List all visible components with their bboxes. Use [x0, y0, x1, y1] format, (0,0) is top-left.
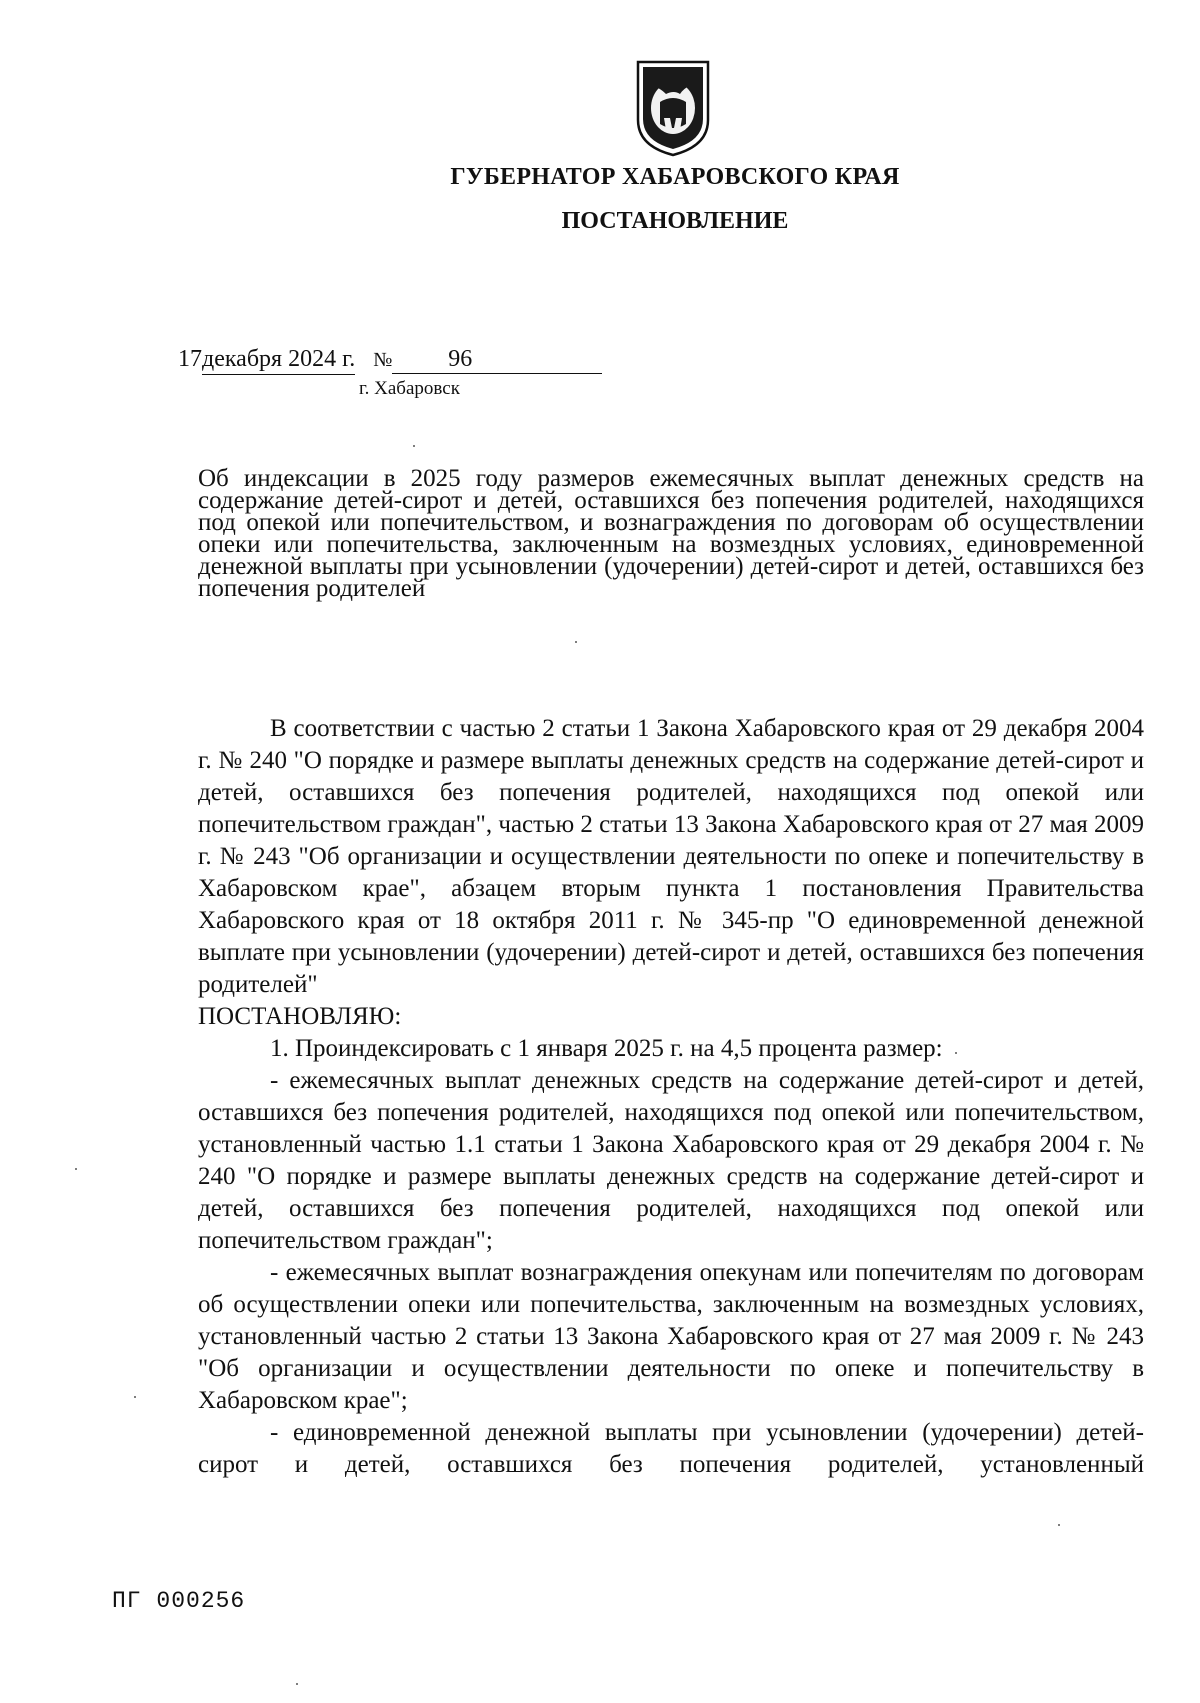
form-number: ПГ 000256: [112, 1588, 246, 1614]
scan-speck: [134, 1396, 136, 1398]
decree-word: ПОСТАНОВЛЯЮ:: [198, 1003, 402, 1030]
number-sign: №: [373, 349, 393, 371]
scan-speck: [296, 1683, 298, 1685]
item-1-bullet-2: - ежемесячных выплат вознаграждения опекунам или попечителям по договорам об осуществлении опеки или попечительства, заключенным на возмездных условиях, установленный частью 2 статьи 13 Закона Хабаровского края от 27 мая 2009 г. № 243 "Об организации и осуществлении деятельности по опеке и попечительству в Хабаровском крае";: [198, 1259, 1144, 1414]
item-1: 1. Проиндексировать с 1 января 2025 г. на 4,5 процента размер:: [270, 1035, 943, 1062]
scan-speck: [1058, 1524, 1060, 1526]
document-type: ПОСТАНОВЛЕНИЕ: [561, 208, 789, 234]
item-1-bullet-3: - единовременной денежной выплаты при усыновлении (удочерении) детей-сирот и детей, оставшихся без попечения родителей, установленный: [198, 1419, 1144, 1478]
issuing-authority: ГУБЕРНАТОР ХАБАРОВСКОГО КРАЯ: [450, 164, 900, 190]
document-subject: Об индексации в 2025 году размеров ежемесячных выплат денежных средств на содержание детей-сирот и детей, оставшихся без попечения родителей, находящихся под опекой или попечительством, и вознаграждения по договорам об осуществлении опеки или попечительства, заключенным на возмездных условиях, единовременной денежной выплаты при усыновлении (удочерении) детей-сирот и детей, оставшихся без попечения родителей: [198, 465, 1144, 602]
registration-date: декабря 2024 г.: [202, 346, 355, 375]
registration-line: [178, 346, 602, 375]
scan-speck: [413, 445, 415, 447]
coat-of-arms-icon: [630, 58, 716, 158]
document-body: [198, 713, 1144, 1481]
city: г. Хабаровск: [359, 378, 460, 399]
registration-number: 96: [392, 346, 602, 374]
scan-speck: [955, 1052, 957, 1054]
preamble-paragraph: В соответствии с частью 2 статьи 1 Закона Хабаровского края от 29 декабря 2004 г. № 240 "О порядке и размере выплаты денежных средств на содержание детей-сирот и детей, оставшихся без попечения родителей, находящихся под опекой или попечительством граждан", частью 2 статьи 13 Закона Хабаровского края от 27 мая 2009 г. № 243 "Об организации и осуществлении деятельности по опеке и попечительству в Хабаровском крае", абзацем вторым пункта 1 постановления Правительства Хабаровского края от 18 октября 2011 г. № 345-пр "О единовременной денежной выплате при усыновлении (удочерении) детей-сирот и детей, оставшихся без попечения родителей": [198, 715, 1144, 998]
registration-day: 17: [178, 346, 202, 372]
scan-speck: [75, 1168, 77, 1170]
scan-speck: [575, 641, 577, 643]
item-1-bullet-1: - ежемесячных выплат денежных средств на содержание детей-сирот и детей, оставшихся без попечения родителей, находящихся под опекой или попечительством, установленный частью 1.1 статьи 1 Закона Хабаровского края от 29 декабря 2004 г. № 240 "О порядке и размере выплаты денежных средств на содержание детей-сирот и детей, оставшихся без попечения родителей, находящихся под опекой или попечительством граждан";: [198, 1067, 1144, 1254]
